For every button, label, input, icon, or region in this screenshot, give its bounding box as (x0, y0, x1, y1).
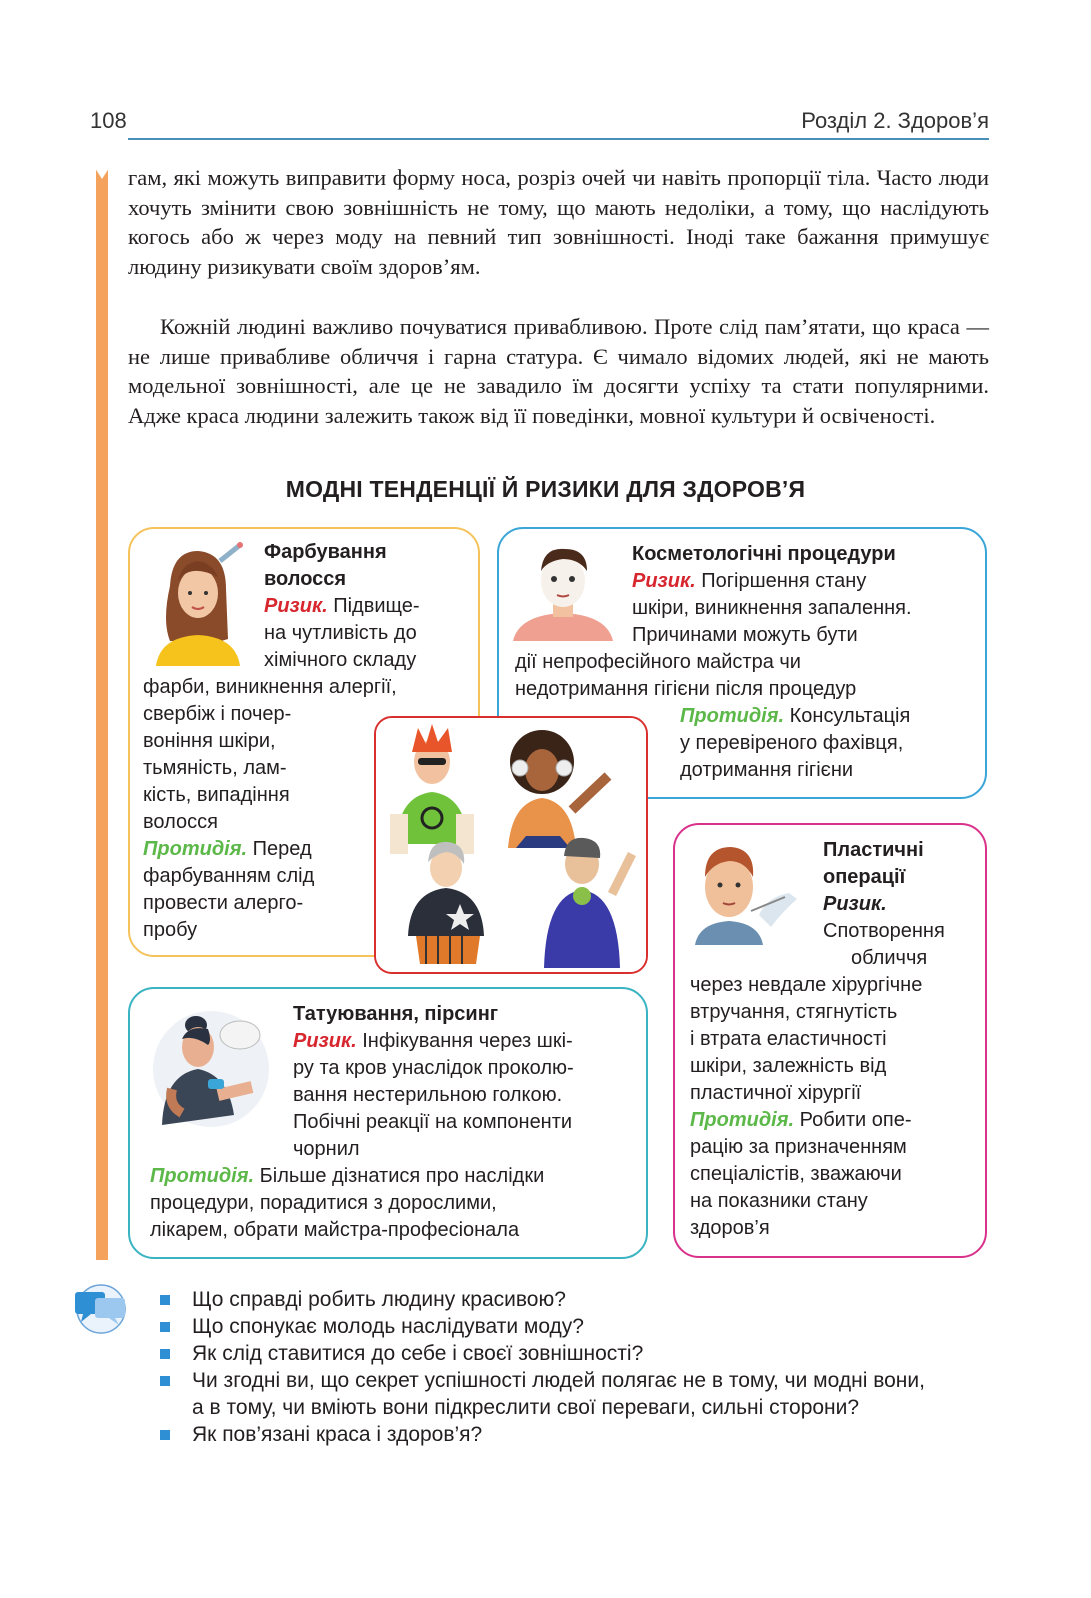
hair-risk-l3: хімічного складу (264, 649, 417, 671)
plastic-risk-l4: втручання, стягнутість (690, 1001, 898, 1023)
card-plastic-surgery (673, 823, 987, 1258)
hair-risk-l7: тьмяність, лам- (143, 757, 287, 779)
tattoo-counter-l3: лікарем, обрати майстра-професіонала (150, 1219, 520, 1241)
plastic-risk-l1: Спотворення (823, 920, 945, 942)
tattoo-title: Татуювання, пірсинг (293, 1003, 499, 1025)
fashion-teens-illustration-card (374, 716, 648, 974)
hair-risk-l2: на чутливість до (264, 622, 417, 644)
plastic-risk-l5: і втрата еластичності (690, 1028, 887, 1050)
tattoo-risk-l3: вання нестерильною голкою. (293, 1084, 563, 1106)
cosmo-risk-l3: Причинами можуть бути (632, 624, 858, 646)
man-face-mask-illustration (513, 541, 613, 641)
tattoo-risk-l1: Ризик. Інфікування через шкі- (293, 1030, 573, 1052)
plastic-counter-l3: спеціалістів, зважаючи (690, 1163, 902, 1185)
hair-title-l1: Фарбування (264, 541, 387, 563)
plastic-title-l2: операції (823, 866, 906, 888)
hair-counter-l2: фарбуванням слід (143, 865, 315, 887)
fashion-risks-title: МОДНІ ТЕНДЕНЦІЇ Й РИЗИКИ ДЛЯ ЗДОРОВ’Я (285, 476, 806, 502)
question-2: Що спонукає молодь наслідувати моду? (160, 1313, 1000, 1340)
discussion-questions (160, 1286, 1000, 1448)
plastic-risk-l3: через невдале хірургічне (690, 974, 923, 996)
paragraph-2: Кожній людині важливо почуватися привабливою. Проте слід пам’ятати, що краса — не лише привабливе обличчя і гарна статура. Є чимало відомих людей, які не мають модельної зовнішності, але це не завадило їм досягти успіху та стати популярними. Адже краса людини залежить також від її поведінки, мовної культури й освіченості. (128, 314, 989, 428)
tattoo-risk-l2: ру та кров унаслідок проколю- (293, 1057, 574, 1079)
cosmo-risk-l5: недотримання гігієни після процедур (515, 678, 857, 700)
paragraph-1: гам, які можуть виправити форму носа, розріз очей чи навіть пропорції тіла. Часто люди хочуть змінити свою зовнішність не тому, що мають недоліки, а тому, що наслідують когось або ж через моду на певний тип зовнішності. Іноді таке бажання примушує людину ризикувати своїм здоров’ям. (128, 165, 989, 279)
tattoo-artist-illustration (148, 1005, 274, 1129)
hair-title-l2: волосся (264, 568, 347, 590)
card-tattoo-piercing (128, 987, 648, 1259)
cosmo-risk-l4: дії непрофесійного майстра чи (515, 651, 801, 673)
question-1: Що справді робить людину красивою? (160, 1286, 1000, 1313)
cosmo-risk-l2: шкіри, виникнення запалення. (632, 597, 912, 619)
hair-risk-l9: волосся (143, 811, 218, 833)
tattoo-counter-l2: процедури, порадитися з дорослими, (150, 1192, 497, 1214)
question-3: Як слід ставитися до себе і своєї зовнішності? (160, 1340, 1000, 1367)
question-5: Як пов’язані краса і здоров’я? (160, 1421, 1000, 1448)
cosmo-counter-l3: дотримання гігієни (680, 759, 854, 781)
plastic-counter-l4: на показники стану (690, 1190, 868, 1212)
tattoo-counter-l1: Протидія. Більше дізнатися про наслідки (150, 1165, 545, 1187)
side-accent-bar (96, 165, 108, 1260)
plastic-risk-label: Ризик. (823, 893, 887, 915)
plastic-risk-l6: шкіри, залежність від (690, 1055, 887, 1077)
plastic-counter-l1: Протидія. Робити опе- (690, 1109, 912, 1131)
page-number: 108 (90, 108, 127, 133)
plastic-counter-l5: здоров’я (690, 1217, 770, 1239)
cosmo-counter-l1: Протидія. Консультація (680, 705, 911, 727)
hair-risk-l6: воніння шкіри, (143, 730, 276, 752)
hair-risk-l5: свербіж і почер- (143, 703, 292, 725)
cosmo-title: Косметологічні процедури (632, 543, 896, 565)
section-title-header: Розділ 2. Здоров’я (801, 108, 989, 133)
fashion-teens-illustration (376, 718, 646, 972)
question-4: Чи згодні ви, що секрет успішності людей полягає не в тому, чи модні вони, (160, 1367, 1000, 1394)
plastic-counter-l2: рацію за призначенням (690, 1136, 907, 1158)
woman-hair-dye-illustration (140, 541, 252, 666)
cosmo-counter-l2: у перевіреного фахівця, (680, 732, 904, 754)
hair-counter-l3: провести алерго- (143, 892, 304, 914)
question-4-continued: а в тому, чи вміють вони підкреслити свої переваги, сильні сторони? (192, 1396, 860, 1419)
plastic-risk-l7: пластичної хірургії (690, 1082, 862, 1104)
discussion-chat-icon (73, 1282, 129, 1334)
plastic-title-l1: Пластичні (823, 839, 924, 861)
tattoo-risk-l4: Побічні реакції на компоненти (293, 1111, 573, 1133)
tattoo-risk-l5: чорнил (293, 1138, 360, 1160)
hair-risk-l4: фарби, виникнення алергії, (143, 676, 397, 698)
plastic-risk-l2: обличчя (851, 947, 928, 969)
hair-risk-l1: Ризик. Підвище- (264, 595, 420, 617)
side-marker-triangle (93, 165, 111, 179)
cosmo-risk-l1: Ризик. Погіршення стану (632, 570, 867, 592)
hair-risk-l8: кість, випадіння (143, 784, 290, 806)
hair-counter-l4: пробу (143, 919, 198, 941)
header-divider (128, 138, 989, 140)
man-plastic-surgery-illustration (689, 837, 801, 945)
hair-counter-l1: Протидія. Перед (143, 838, 312, 860)
